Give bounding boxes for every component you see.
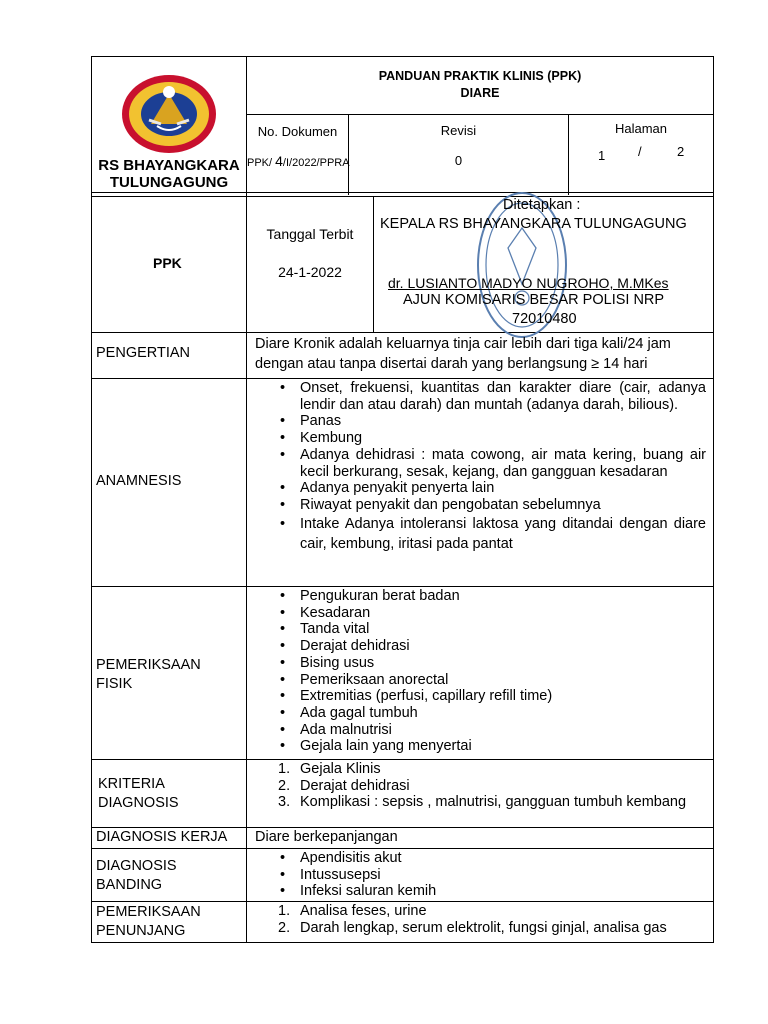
tanggal-terbit-label: Tanggal Terbit xyxy=(266,226,354,242)
hospital-logo xyxy=(121,74,217,154)
list-item: • Apendisitis akut xyxy=(274,850,706,867)
list-item: • Tanda vital xyxy=(274,621,706,638)
list-item: • Adanya dehidrasi : mata cowong, air mata kering, buang air kecil berkurang, sesak, kejang, dan gangguan kesadaran xyxy=(274,447,706,480)
diagnosis-kerja-label: DIAGNOSIS KERJA xyxy=(96,829,228,845)
ppk-label: PPK xyxy=(153,255,182,271)
kriteria-diagnosis-label: KRITERIA DIAGNOSIS xyxy=(98,776,179,811)
list-item: • Extremitias (perfusi, capillary refill time) xyxy=(274,688,706,705)
list-item: 1. Gejala Klinis xyxy=(278,761,381,777)
pemeriksaan-fisik-list xyxy=(274,588,706,755)
document-title: PANDUAN PRAKTIK KLINIS (PPK) DIARE xyxy=(378,69,582,100)
revisi-label: Revisi xyxy=(440,123,477,138)
list-item: • Ada malnutrisi xyxy=(274,722,706,739)
pemeriksaan-penunjang-list xyxy=(274,903,706,936)
pemeriksaan-penunjang-label: PEMERIKSAAN PENUNJANG xyxy=(96,904,201,939)
signer-name: dr. LUSIANTO MADYO NUGROHO, M.MKes xyxy=(388,275,669,291)
signer-rank: AJUN KOMISARIS BESAR POLISI NRP xyxy=(403,292,665,308)
pengertian-text-line1: Diare Kronik adalah keluarnya tinja cair lebih dari tiga kali/24 jam xyxy=(255,336,671,352)
diagnosis-banding-list xyxy=(274,850,706,900)
diagnosis-banding-label: DIAGNOSIS BANDING xyxy=(96,858,177,893)
list-item: • Pengukuran berat badan xyxy=(274,588,706,605)
list-item: 2. Darah lengkap, serum elektrolit, fungsi ginjal, analisa gas xyxy=(278,919,667,936)
kriteria-diagnosis-list xyxy=(274,761,706,811)
pengertian-text-line2: dengan atau tanpa disertai darah yang berlangsung ≥ 14 hari xyxy=(255,356,648,372)
list-item: 2. Derajat dehidrasi xyxy=(278,777,410,794)
hospital-name: RS BHAYANGKARA TULUNGAGUNG xyxy=(98,157,240,191)
tanggal-terbit-value: 24-1-2022 xyxy=(278,264,342,280)
anamnesis-label: ANAMNESIS xyxy=(96,473,182,489)
list-item: • Kembung xyxy=(274,430,706,447)
list-item: • Adanya penyakit penyerta lain xyxy=(274,480,706,497)
diagnosis-kerja-value: Diare berkepanjangan xyxy=(255,829,398,845)
no-dokumen-label: No. Dokumen xyxy=(257,124,338,139)
signer-nrp: 72010480 xyxy=(512,311,577,327)
revisi-value: 0 xyxy=(454,153,463,168)
list-item: • Gejala lain yang menyertai xyxy=(274,738,706,755)
pengertian-label: PENGERTIAN xyxy=(96,345,191,361)
list-item: • Ada gagal tumbuh xyxy=(274,705,706,722)
list-item: • Kesadaran xyxy=(274,605,706,622)
ditetapkan-label: Ditetapkan : xyxy=(503,197,581,213)
list-item: • Bising usus xyxy=(274,655,706,672)
list-item: • Intussusepsi xyxy=(274,867,706,884)
list-item: • Pemeriksaan anorectal xyxy=(274,672,706,689)
list-item: • Derajat dehidrasi xyxy=(274,638,706,655)
anamnesis-list xyxy=(274,380,706,554)
list-item: • Onset, frekuensi, kuantitas dan karakter diare (cair, adanya lendir dan atau darah) dan muntah (adanya darah, bilious). xyxy=(274,380,706,413)
kepala-title: KEPALA RS BHAYANGKARA TULUNGAGUNG xyxy=(380,216,687,232)
list-item: • Infeksi saluran kemih xyxy=(274,883,706,900)
list-item: • Intake Adanya intoleransi laktosa yang ditandai dengan diare cair, kembung, iritasi pada pantat xyxy=(274,514,706,554)
halaman-total: 2 xyxy=(677,144,685,159)
no-dokumen-value: PPK/ 4/I/2022/PPRA xyxy=(247,153,350,169)
halaman-separator: / xyxy=(638,144,642,159)
list-item: 1. Analisa feses, urine xyxy=(278,903,427,919)
halaman-label: Halaman xyxy=(614,121,668,136)
halaman-current: 1 xyxy=(598,148,606,163)
list-item: • Panas xyxy=(274,413,706,430)
list-item: 3. Komplikasi : sepsis , malnutrisi, gangguan tumbuh kembang xyxy=(278,794,687,811)
list-item: • Riwayat penyakit dan pengobatan sebelumnya xyxy=(274,497,706,514)
pemeriksaan-fisik-label: PEMERIKSAAN FISIK xyxy=(96,657,201,692)
